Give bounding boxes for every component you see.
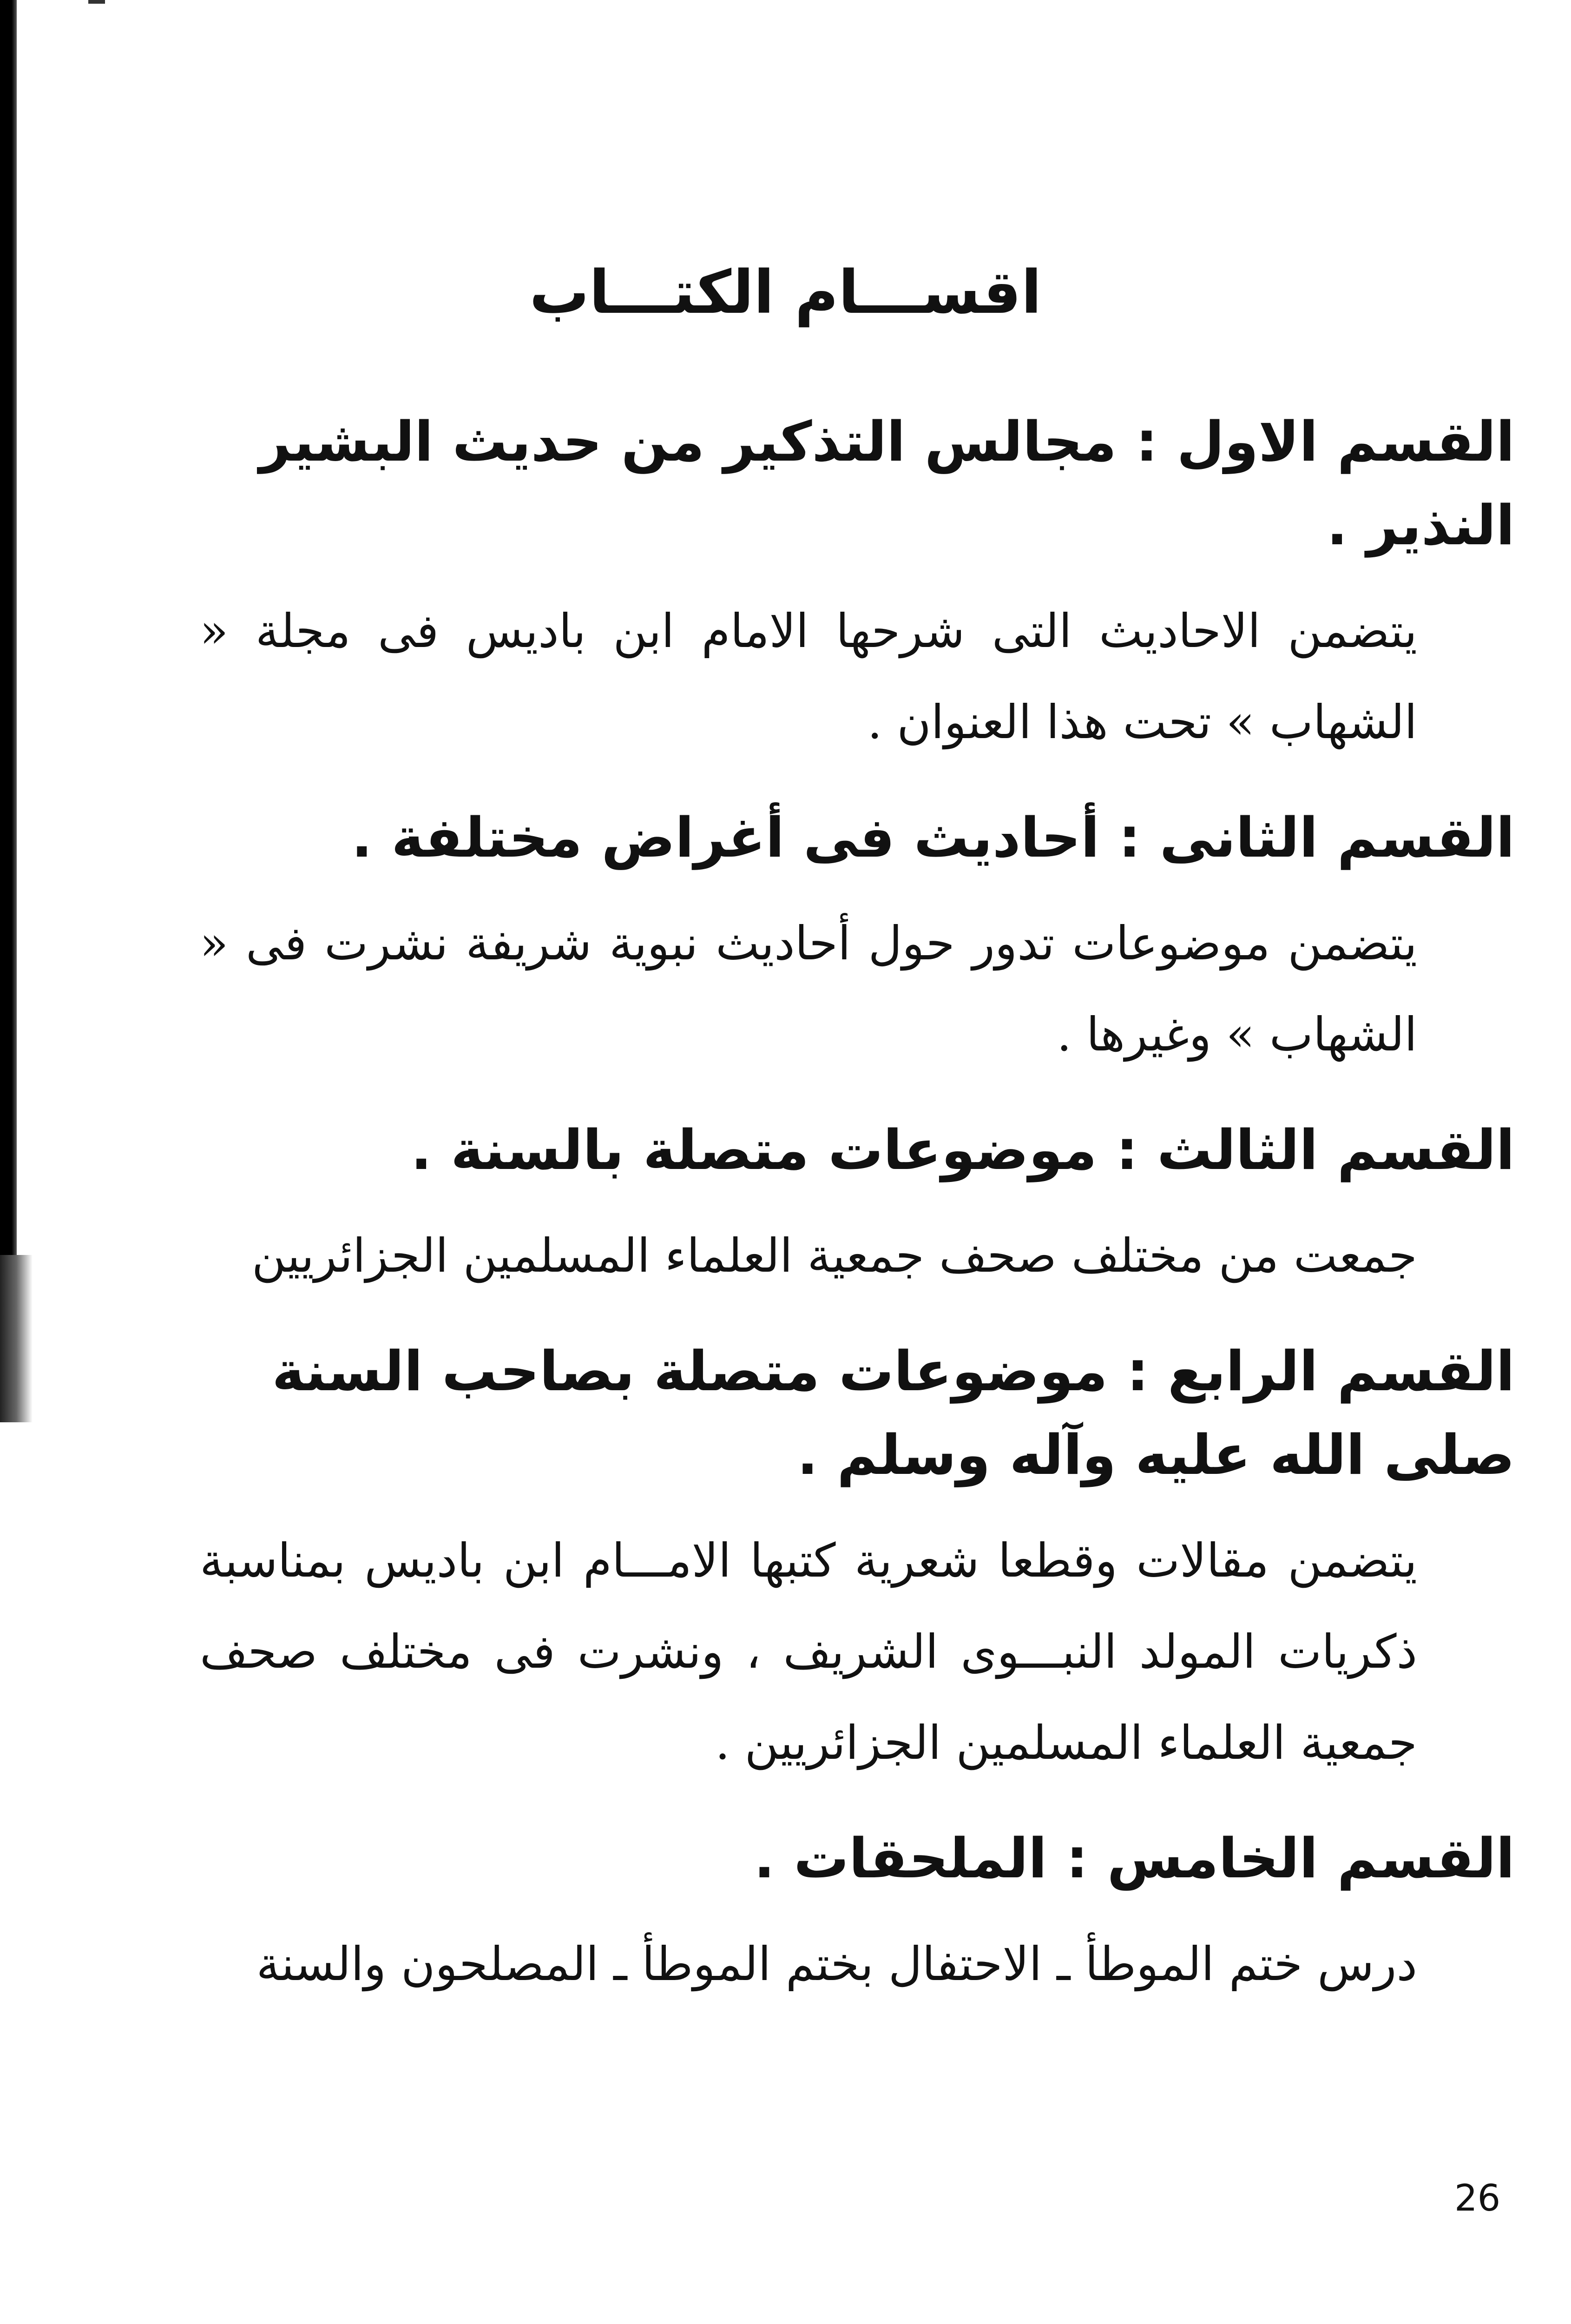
scan-binding-edge	[0, 0, 17, 1255]
scan-corner-mark	[88, 0, 105, 4]
scan-binding-shadow	[0, 1255, 33, 1422]
section-body: جمعت من مختلف صحف جمعية العلماء المسلمين الجزائريين	[251, 1228, 1417, 1283]
section-2	[200, 796, 1515, 1080]
section-heading: القسم الخامس : الملحقات .	[754, 1826, 1515, 1890]
section-heading: القسم الثالث : موضوعات متصلة بالسنة .	[411, 1118, 1515, 1182]
section-body: يتضمن موضوعات تدور حول أحاديث نبوية شريفة نشرت فى « الشهاب » وغيرها .	[200, 916, 1417, 1062]
section-heading: القسم الرابع : موضوعات متصلة بصاحب السنة صلى الله عليه وآله وسلم .	[272, 1339, 1515, 1487]
section-heading: القسم الثانى : أحاديث فى أغراض مختلفة .	[351, 805, 1515, 870]
section-1	[200, 400, 1515, 768]
section-body: درس ختم الموطأ ـ الاحتفال بختم الموطأ ـ المصلحون والسنة	[256, 1937, 1417, 1991]
section-4	[200, 1329, 1515, 1789]
section-body: يتضمن الاحاديث التى شرحها الامام ابن باديس فى مجلة « الشهاب » تحت هذا العنوان .	[200, 604, 1417, 749]
page-title: اقســـام الكتـــاب	[529, 258, 1042, 327]
section-heading: القسم الاول : مجالس التذكير من حديث البشير النذير .	[259, 409, 1515, 557]
page-number: 26	[1454, 2178, 1501, 2219]
section-body: يتضمن مقالات وقطعا شعرية كتبها الامـــام ابن باديس بمناسبة ذكريات المولد النبـــوى الشريف ، ونشرت فى مختلف صحف جمعية العلماء المسلمين الجزائريين .	[200, 1533, 1417, 1770]
sections-list	[200, 400, 1515, 2038]
section-3	[200, 1108, 1515, 1301]
section-5	[200, 1816, 1515, 2010]
